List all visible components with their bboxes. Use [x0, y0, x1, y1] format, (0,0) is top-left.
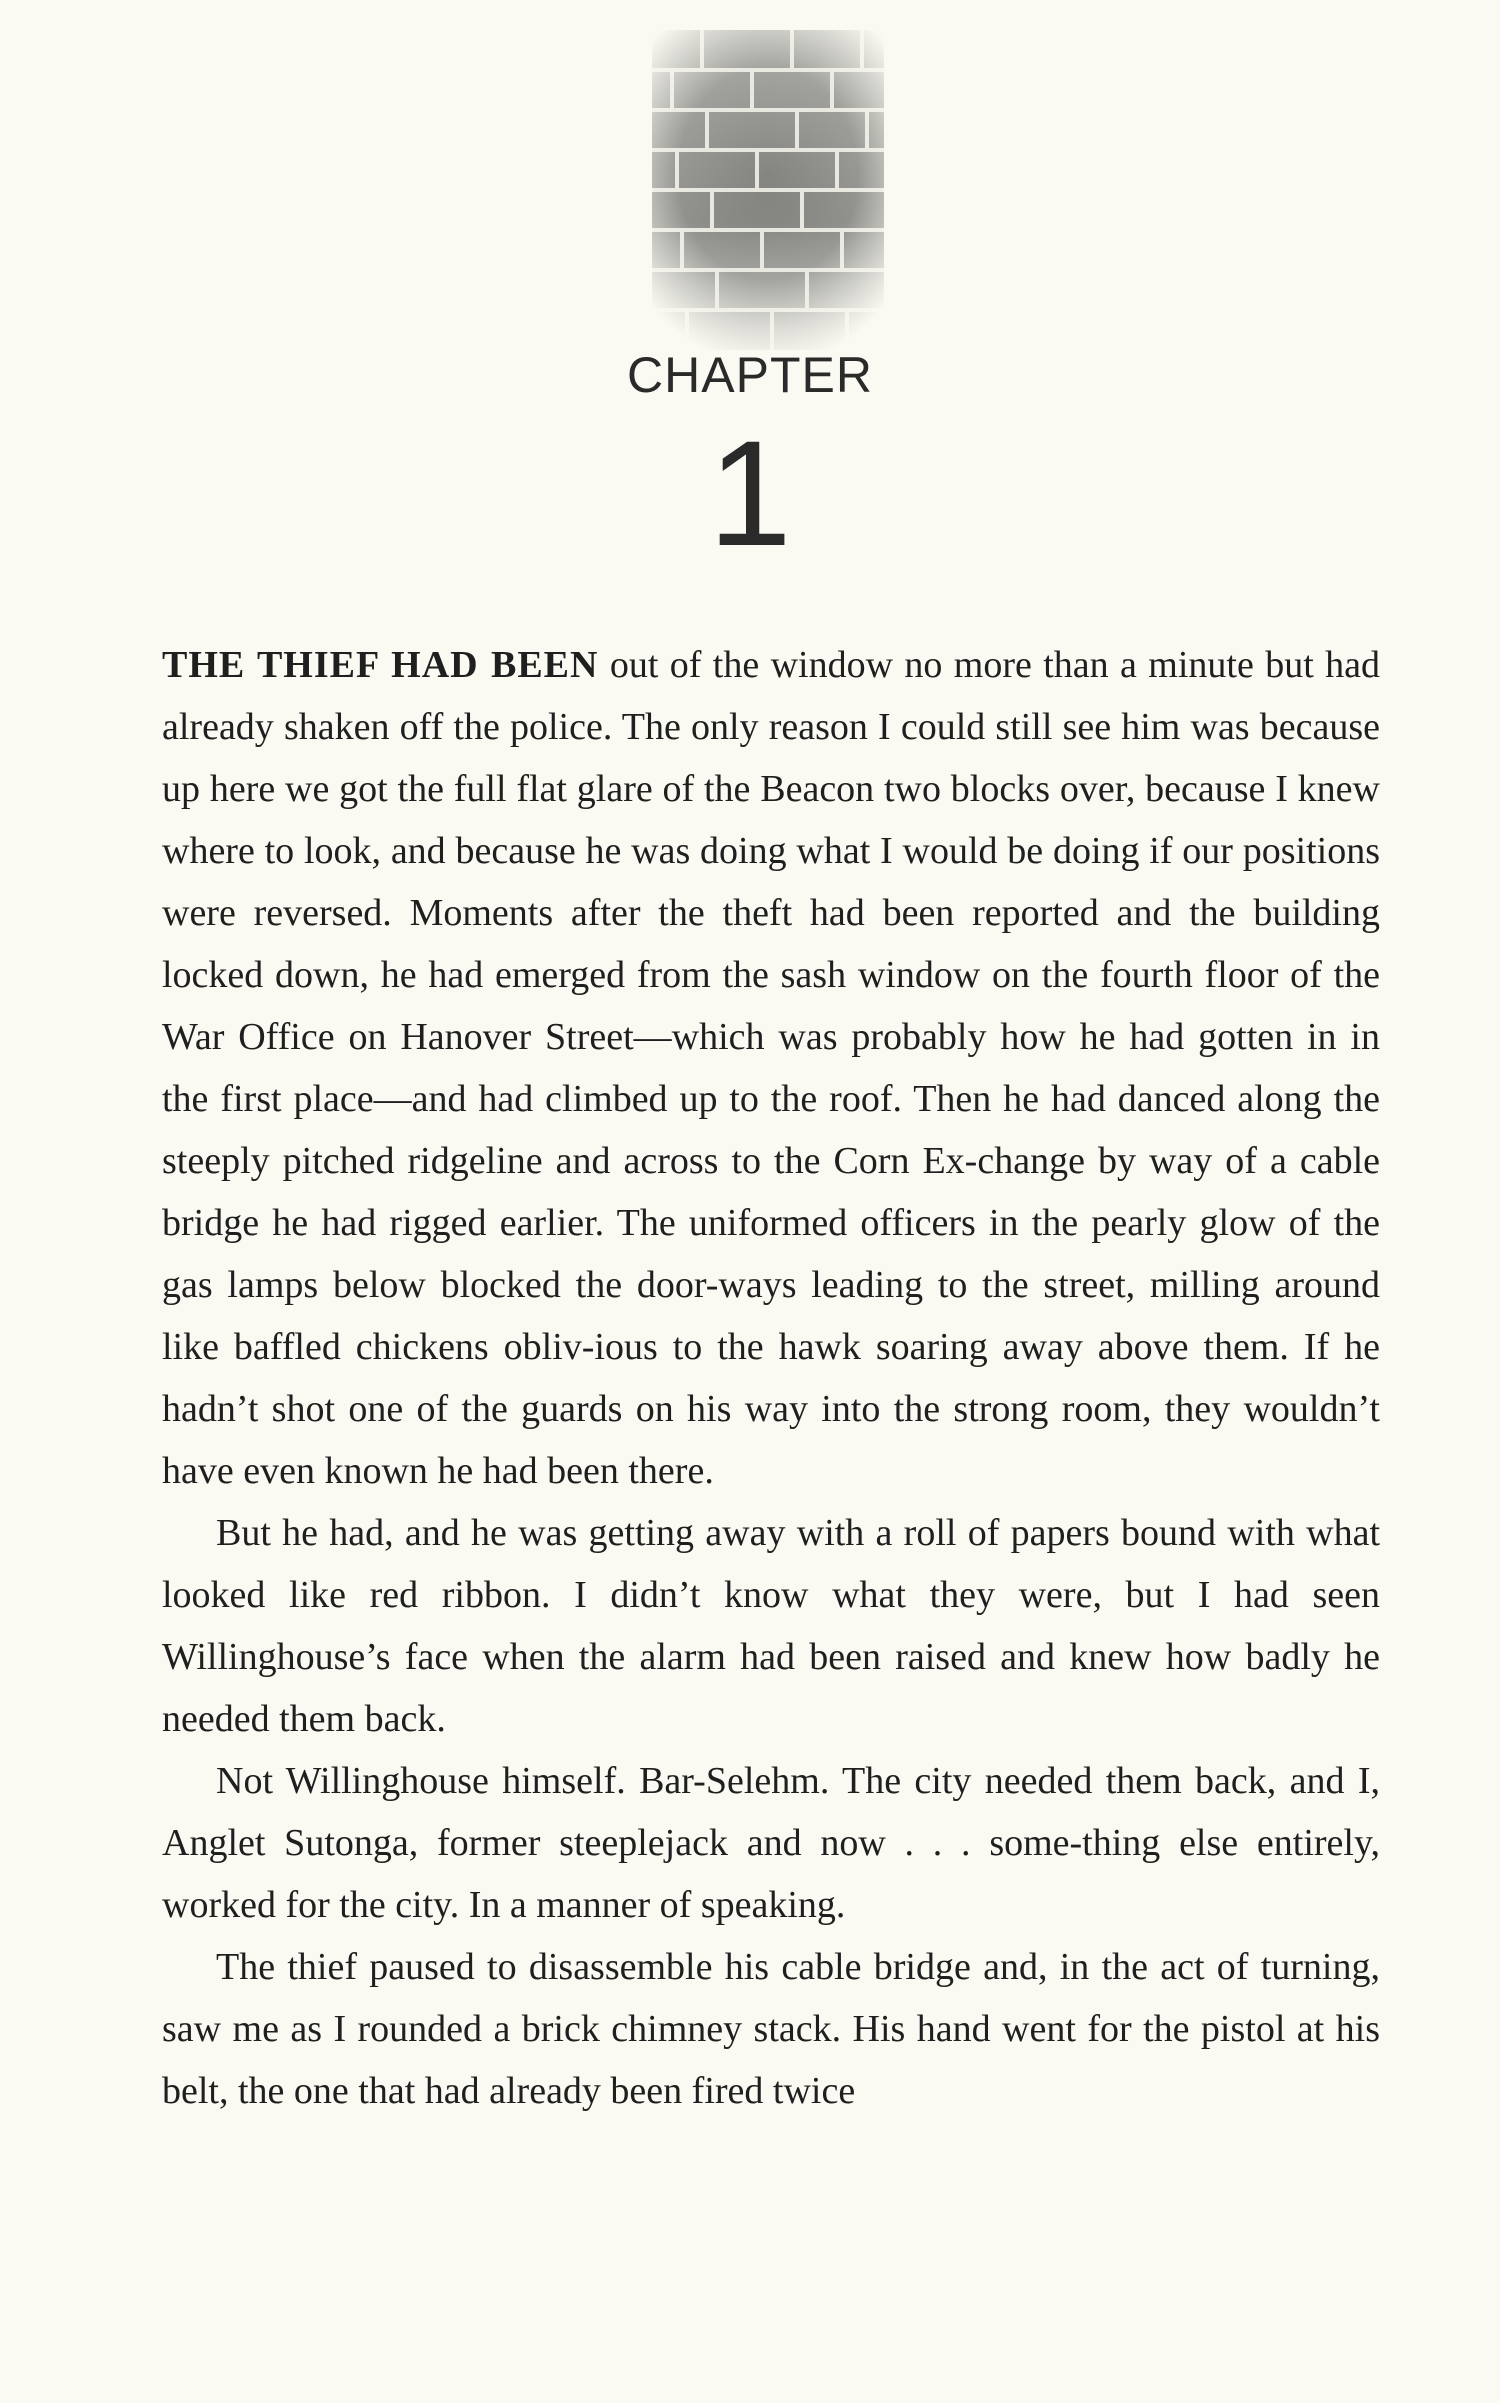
paragraph-lead-in: THE THIEF HAD BEEN	[162, 644, 599, 686]
brick-wall-illustration	[632, 30, 904, 350]
chapter-label: CHAPTER	[627, 347, 873, 403]
paragraph-text: out of the window no more than a minute but had already shaken off the police. The only reason I could still see him was because up here we got the full flat glare of the Beacon two blocks over, because I knew where to look, and because he was doing what I would be doing if our positions were reversed. Moments after the theft had been reported and the building locked down, he had emerged from the sash window on the fourth floor of the War Office on Hanover Street—which was probably how he had gotten in in the first place—and had climbed up to the roof. Then he had danced along the steeply pitched ridgeline and across to the Corn Ex-change by way of a cable bridge he had rigged earlier. The uniformed officers in the pearly glow of the gas lamps below blocked the door-ways leading to the street, milling around like baffled chickens obliv-ious to the hawk soaring away above them. If he hadn’t shot one of the guards on his way into the strong room, they wouldn’t have even known he had been there.	[162, 644, 1380, 1492]
paragraph: The thief paused to disassemble his cable bridge and, in the act of turning, saw me as I rounded a brick chimney stack. His hand went for the pistol at his belt, the one that had already been fired twice	[162, 1946, 1380, 2112]
paragraph: But he had, and he was getting away with a roll of papers bound with what looked like red ribbon. I didn’t know what they were, but I had seen Willinghouse’s face when the alarm had been raised and knew how badly he needed them back.	[162, 1512, 1380, 1740]
chapter-text	[162, 634, 1380, 2122]
paragraph: Not Willinghouse himself. Bar-Selehm. The city needed them back, and I, Anglet Sutonga, former steeplejack and now . . . some-thing else entirely, worked for the city. In a manner of speaking.	[162, 1760, 1380, 1926]
paragraph	[162, 634, 1380, 1502]
chapter-number: 1	[708, 409, 792, 577]
